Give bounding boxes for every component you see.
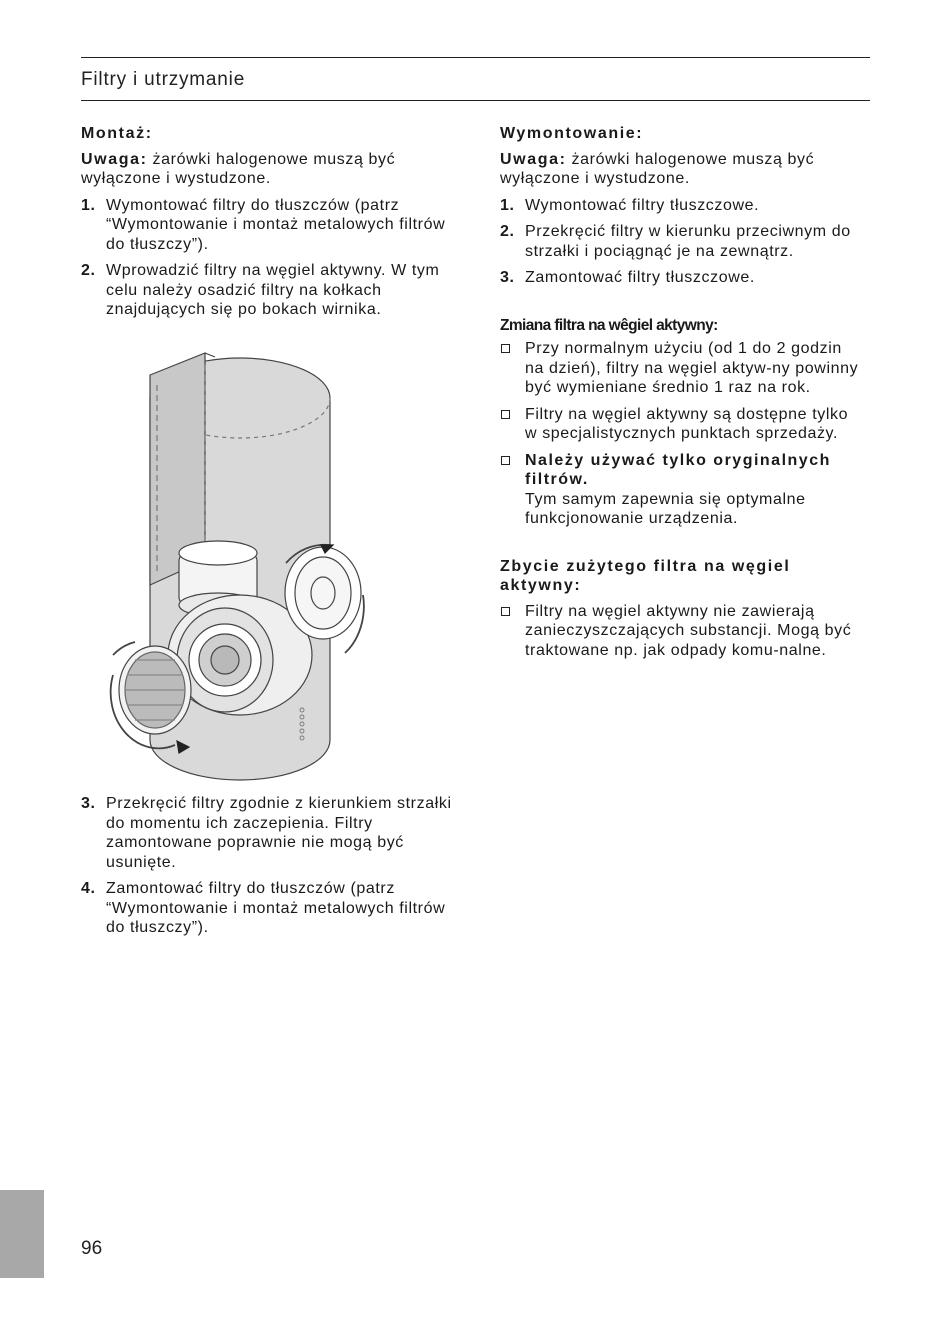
list-item xyxy=(500,405,865,444)
checkbox-bullet-icon xyxy=(501,607,510,616)
step-number: 1. xyxy=(81,196,96,214)
list-item xyxy=(500,196,865,216)
header-rule-top xyxy=(81,57,870,58)
bullet-text: Filtry na węgiel aktywny są dostępne tylko w specjalistycznych punktach sprzedaży. xyxy=(525,405,849,442)
list-item xyxy=(500,268,865,288)
list-item xyxy=(81,794,461,872)
header-rule-bottom xyxy=(81,100,870,101)
filter-change-heading: Zmiana filtra na wêgiel aktywny: xyxy=(500,316,718,334)
step-text: Wprowadzić filtry na węgiel aktywny. W tym celu należy osadzić filtry na kołkach znajdujących się po bokach wirnika. xyxy=(106,262,440,318)
left-column-bottom xyxy=(81,794,461,945)
list-item xyxy=(81,261,461,320)
checkbox-bullet-icon xyxy=(501,410,510,419)
left-note-text: żarówki halogenowe muszą być wyłączone i wystudzone. xyxy=(81,150,396,187)
bullet-text: Filtry na węgiel aktywny nie zawierają zanieczyszczających substancji. Mogą być traktowane np. jak odpady komu-nalne. xyxy=(525,602,852,659)
page-number: 96 xyxy=(81,1238,103,1259)
section-tab-marker xyxy=(0,1190,44,1278)
left-column xyxy=(81,124,461,327)
left-note-label: Uwaga: xyxy=(81,150,148,168)
wymontowanie-steps xyxy=(500,196,865,288)
checkbox-bullet-icon xyxy=(501,456,510,465)
left-note xyxy=(81,150,461,189)
step-number: 4. xyxy=(81,880,96,897)
right-note-label: Uwaga: xyxy=(500,150,567,168)
montaz-steps-bottom xyxy=(81,794,461,938)
step-number: 3. xyxy=(81,795,96,812)
original-filters-text: Tym samym zapewnia się optymalne funkcjonowanie urządzenia. xyxy=(525,490,806,527)
original-filters-warning: Należy używać tylko oryginalnych filtrów. xyxy=(525,451,831,488)
hood-filter-illustration xyxy=(105,345,365,785)
step-text: Zamontować filtry tłuszczowe. xyxy=(525,269,755,286)
list-item xyxy=(500,222,865,261)
filter-change-list xyxy=(500,339,865,529)
step-text: Wymontować filtry do tłuszczów (patrz “Wymontowanie i montaż metalowych filtrów do tłuszczy”). xyxy=(106,196,446,253)
list-item xyxy=(500,451,865,529)
disposal-heading: Zbycie zużytego filtra na węgiel aktywny: xyxy=(500,557,791,594)
step-text: Wymontować filtry tłuszczowe. xyxy=(525,196,760,214)
step-number: 3. xyxy=(500,269,515,286)
step-number: 2. xyxy=(81,262,96,279)
list-item xyxy=(500,339,865,398)
montaz-steps-top xyxy=(81,196,461,320)
step-number: 2. xyxy=(500,223,515,240)
step-number: 1. xyxy=(500,196,515,214)
right-note-text: żarówki halogenowe muszą być wyłączone i wystudzone. xyxy=(500,150,815,187)
disposal-list xyxy=(500,602,865,661)
step-text: Zamontować filtry do tłuszczów (patrz “Wymontowanie i montaż metalowych filtrów do tłuszczy”). xyxy=(106,880,446,936)
bullet-text: Przy normalnym użyciu (od 1 do 2 godzin na dzień), filtry na węgiel aktyw-ny powinny być wymieniane średnio 1 raz na rok. xyxy=(525,340,859,396)
list-item xyxy=(500,602,865,661)
step-text: Przekręcić filtry zgodnie z kierunkiem strzałki do momentu ich zaczepienia. Filtry zamontowane poprawnie nie mogą być usunięte. xyxy=(106,795,452,871)
page-title: Filtry i utrzymanie xyxy=(81,69,246,90)
checkbox-bullet-icon xyxy=(501,344,510,353)
list-item xyxy=(81,196,461,255)
montaz-heading: Montaż: xyxy=(81,125,153,142)
wymontowanie-heading: Wymontowanie: xyxy=(500,125,644,142)
right-note xyxy=(500,150,865,189)
step-text: Przekręcić filtry w kierunku przeciwnym do strzałki i pociągnąć je na zewnątrz. xyxy=(525,223,851,260)
list-item xyxy=(81,879,461,938)
right-column xyxy=(500,124,865,667)
